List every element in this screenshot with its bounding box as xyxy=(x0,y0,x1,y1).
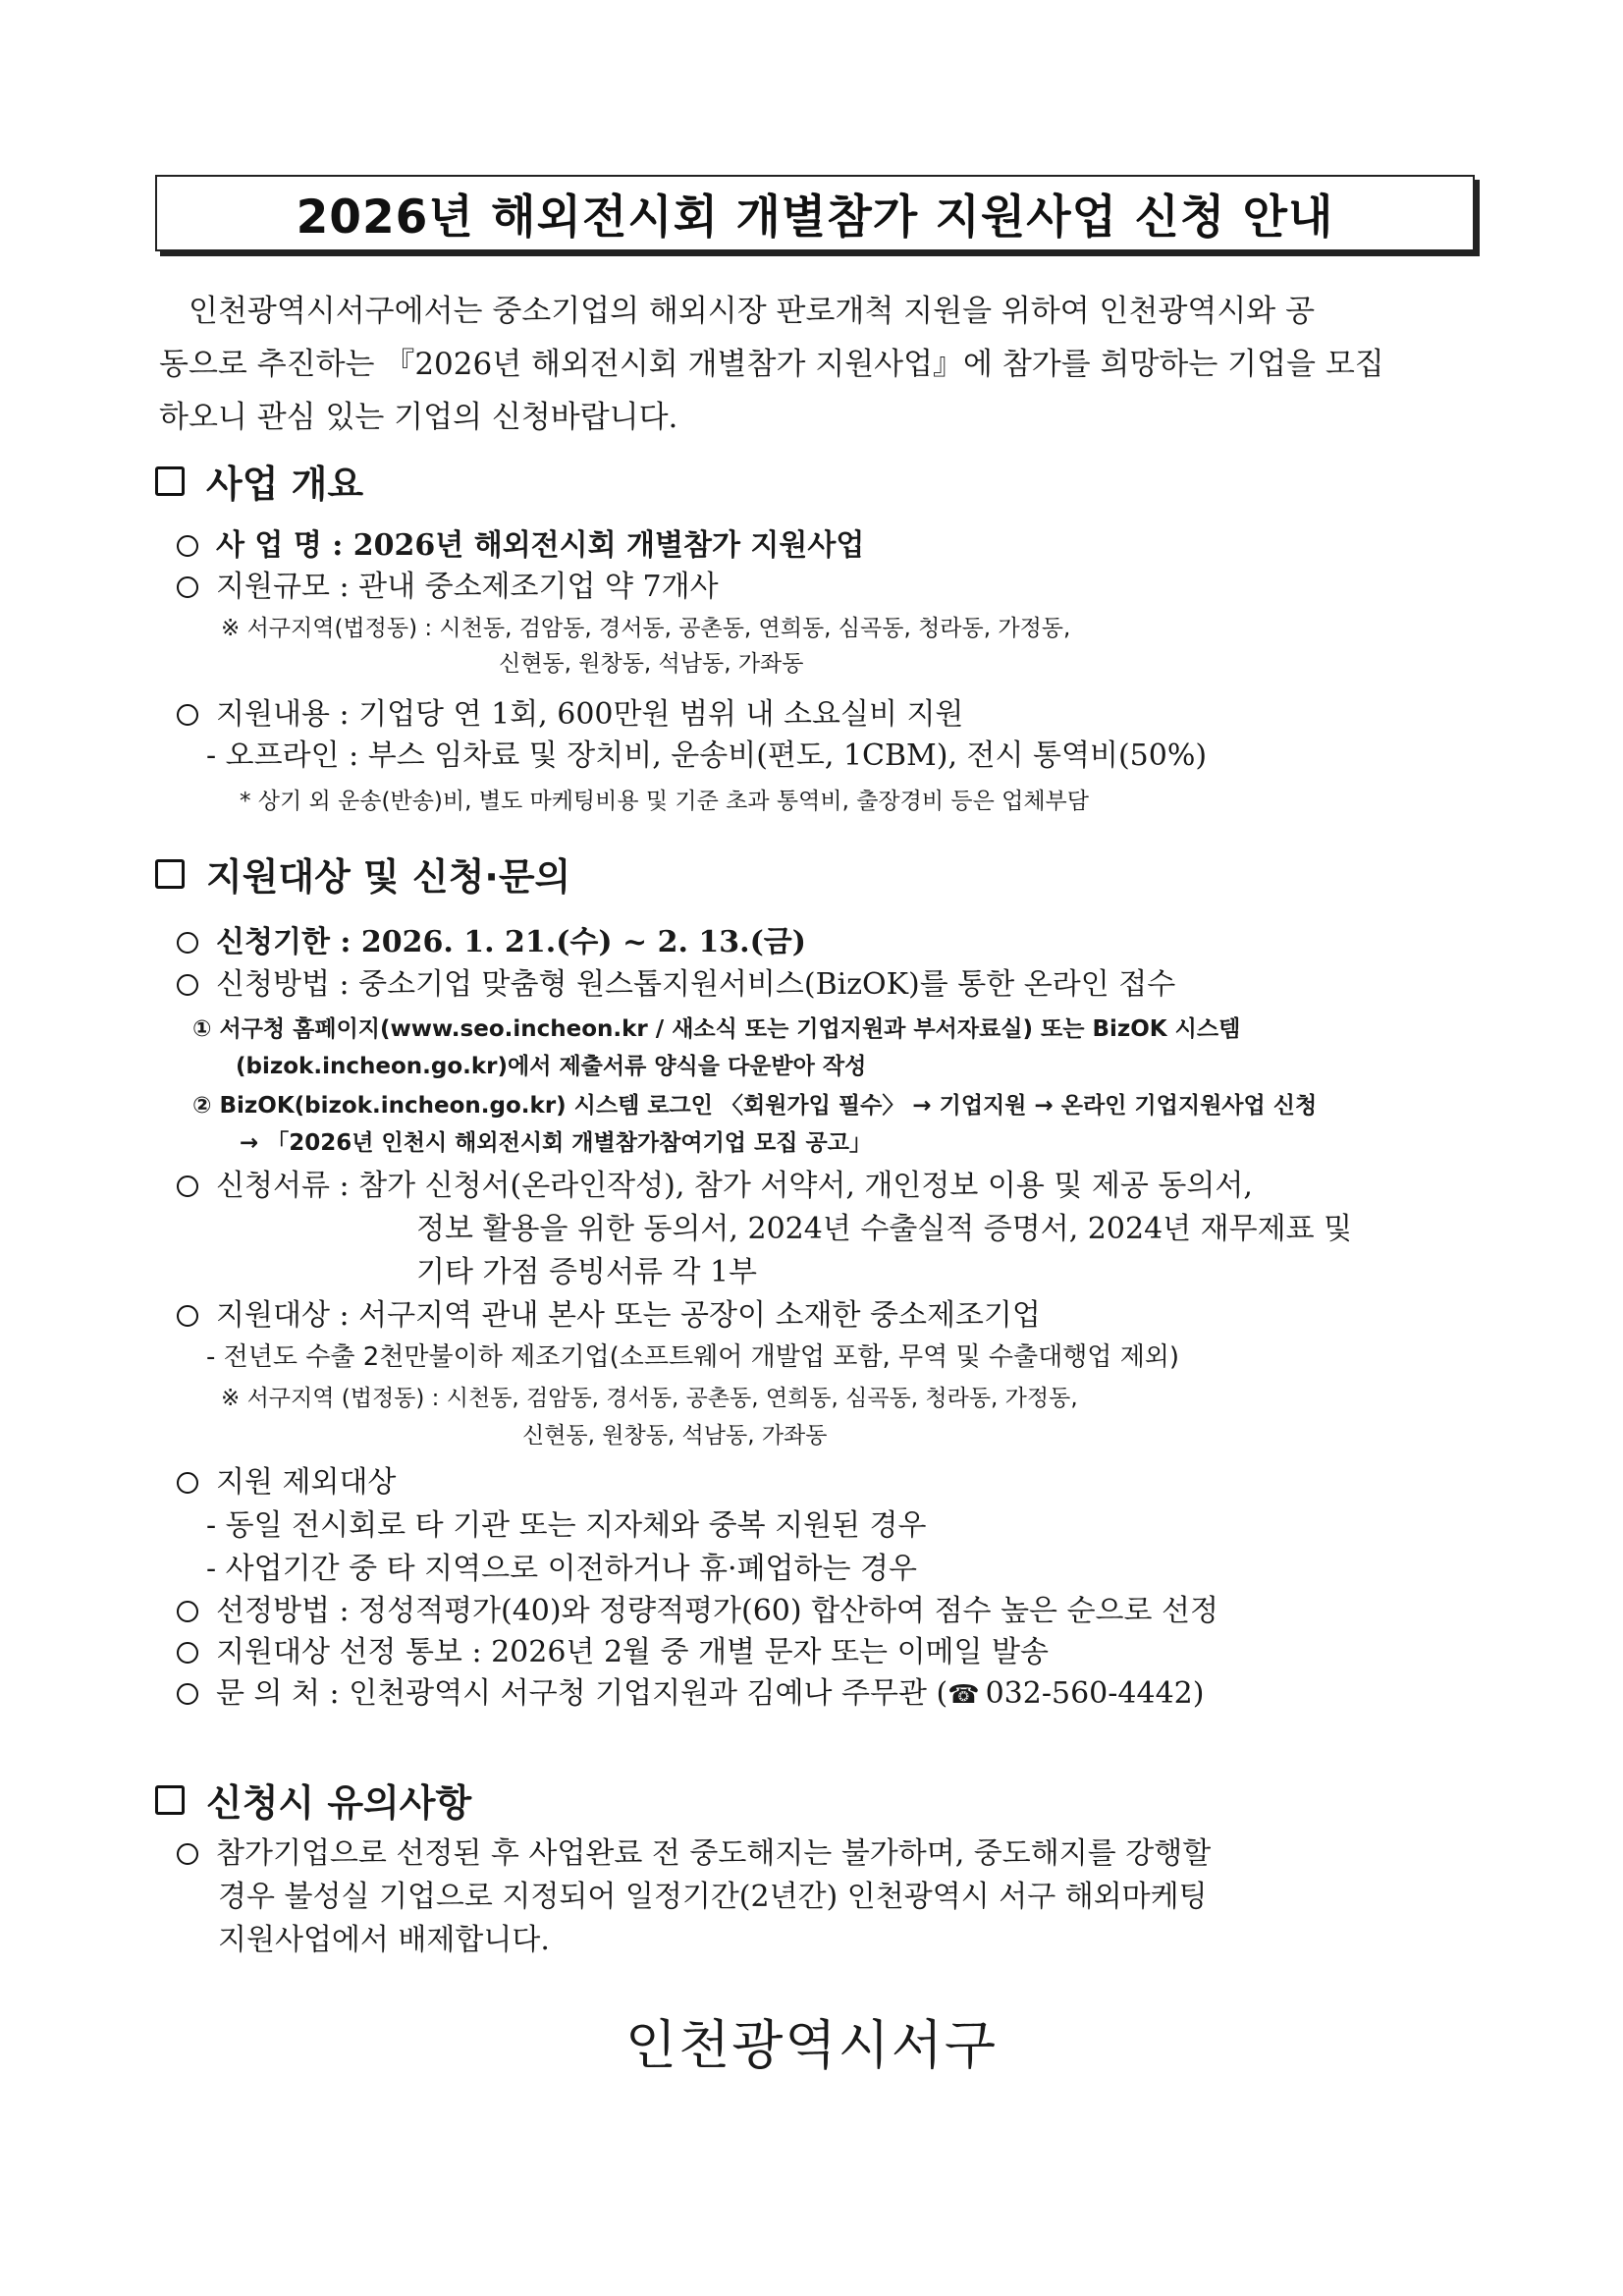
note-line: ※ 서구지역 (법정동) : 시천동, 검암동, 경서동, 공촌동, 연희동, 심곡동, 청라동, 가정동, xyxy=(221,1386,1078,1411)
step-line: → 「2026년 인천시 해외전시회 개별참가참여기업 모집 공고」 xyxy=(240,1130,872,1156)
sub-item: - 전년도 수출 2천만불이하 제조기업(소프트웨어 개발업 포함, 무역 및 수출대행업 제외) xyxy=(206,1342,1180,1372)
item-text: 지원규모 : 관내 중소제조기업 약 7개사 xyxy=(216,570,719,604)
phone-icon: ☎ xyxy=(947,1680,980,1710)
note-line: 신현동, 원창동, 석남동, 가좌동 xyxy=(522,1423,828,1449)
circle-bullet-icon xyxy=(177,704,198,726)
list-item xyxy=(177,1463,396,1503)
item-text: 신청기한 : 2026. 1. 21.(수) ~ 2. 13.(금) xyxy=(216,925,806,959)
list-item xyxy=(177,1167,1253,1206)
section-heading-application xyxy=(155,847,570,901)
checkbox-icon xyxy=(155,1785,185,1815)
list-item xyxy=(177,1834,1211,1874)
sub-item: - 사업기간 중 타 지역으로 이전하거나 휴·폐업하는 경우 xyxy=(206,1552,917,1586)
circle-bullet-icon xyxy=(177,1843,198,1865)
checkbox-icon xyxy=(155,859,185,889)
item-text: 지원내용 : 기업당 연 1회, 600만원 범위 내 소요실비 지원 xyxy=(216,697,964,732)
circle-bullet-icon xyxy=(177,1642,198,1664)
list-item xyxy=(177,965,1175,1005)
item-text: 사 업 명 : 2026년 해외전시회 개별참가 지원사업 xyxy=(216,528,865,563)
item-text: 지원대상 : 서구지역 관내 본사 또는 공장이 소재한 중소제조기업 xyxy=(216,1298,1041,1333)
intro-line: 인천광역시서구에서는 중소기업의 해외시장 판로개척 지원을 위하여 인천광역시와 공 xyxy=(189,294,1316,329)
section-title: 신청시 유의사항 xyxy=(206,1781,472,1825)
checkbox-icon xyxy=(155,466,185,496)
intro-paragraph xyxy=(159,285,1475,444)
item-text: 문 의 처 : 인천광역시 서구청 기업지원과 김예나 주무관 ( xyxy=(216,1676,948,1711)
continuation-line: 경우 불성실 기업으로 지정되어 일정기간(2년간) 인천광역시 서구 해외마케팅 xyxy=(218,1880,1208,1914)
item-text: 신청서류 : 참가 신청서(온라인작성), 참가 서약서, 개인정보 이용 및 제공 동의서, xyxy=(216,1169,1253,1203)
step-line: ② BizOK(bizok.incheon.go.kr) 시스템 로그인 〈회원가입 필수〉 → 기업지원 → 온라인 기업지원사업 신청 xyxy=(192,1093,1318,1119)
continuation-line: 정보 활용을 위한 동의서, 2024년 수출실적 증명서, 2024년 재무제표 및 xyxy=(416,1212,1353,1246)
sub-item: - 동일 전시회로 타 기관 또는 지자체와 중복 지원된 경우 xyxy=(206,1508,927,1543)
list-item xyxy=(177,568,719,607)
circle-bullet-icon xyxy=(177,535,198,557)
note-line: 신현동, 원창동, 석남동, 가좌동 xyxy=(499,651,804,677)
section-heading-overview xyxy=(155,454,363,508)
continuation-line: 기타 가점 증빙서류 각 1부 xyxy=(416,1255,758,1289)
item-text: 지원 제외대상 xyxy=(216,1465,397,1500)
list-item xyxy=(177,1296,1041,1336)
note-line: ※ 서구지역(법정동) : 시천동, 검암동, 경서동, 공촌동, 연희동, 심곡동, 청라동, 가정동, xyxy=(221,616,1071,641)
contact-number: 032-560-4442) xyxy=(985,1676,1205,1711)
section-heading-cautions xyxy=(155,1773,471,1827)
sub-item: - 오프라인 : 부스 임차료 및 장치비, 운송비(편도, 1CBM), 전시 통역비(50%) xyxy=(206,738,1208,773)
list-item xyxy=(177,1633,1049,1672)
circle-bullet-icon xyxy=(177,932,198,954)
item-text: 참가기업으로 선정된 후 사업완료 전 중도해지는 불가하며, 중도해지를 강행할 xyxy=(216,1836,1212,1871)
issuer-name: 인천광역시서구 xyxy=(624,2014,999,2076)
circle-bullet-icon xyxy=(177,576,198,598)
item-text: 신청방법 : 중소기업 맞춤형 원스톱지원서비스(BizOK)를 통한 온라인 접수 xyxy=(216,967,1176,1002)
circle-bullet-icon xyxy=(177,974,198,996)
list-item xyxy=(177,526,864,566)
list-item xyxy=(177,923,806,962)
page-title: 2026년 해외전시회 개별참가 지원사업 신청 안내 xyxy=(296,190,1334,245)
note-line: * 상기 외 운송(반송)비, 별도 마케팅비용 및 기준 초과 통역비, 출장경비 등은 업체부담 xyxy=(240,789,1089,814)
list-item xyxy=(177,1592,1218,1631)
circle-bullet-icon xyxy=(177,1601,198,1622)
item-text: 선정방법 : 정성적평가(40)와 정량적평가(60) 합산하여 점수 높은 순으로 선정 xyxy=(216,1594,1218,1628)
circle-bullet-icon xyxy=(177,1472,198,1494)
circle-bullet-icon xyxy=(177,1305,198,1327)
intro-line: 동으로 추진하는 『2026년 해외전시회 개별참가 지원사업』에 참가를 희망하는 기업을 모집 xyxy=(159,347,1384,382)
step-line: (bizok.incheon.go.kr)에서 제출서류 양식을 다운받아 작성 xyxy=(236,1054,867,1079)
step-line: ① 서구청 홈페이지(www.seo.incheon.kr / 새소식 또는 기업지원과 부서자료실) 또는 BizOK 시스템 xyxy=(192,1016,1241,1042)
item-text: 지원대상 선정 통보 : 2026년 2월 중 개별 문자 또는 이메일 발송 xyxy=(216,1635,1049,1669)
continuation-line: 지원사업에서 배제합니다. xyxy=(218,1923,550,1957)
section-title: 사업 개요 xyxy=(206,463,364,506)
list-item xyxy=(177,695,963,735)
title-box xyxy=(155,175,1475,251)
intro-line: 하오니 관심 있는 기업의 신청바랍니다. xyxy=(159,400,678,435)
circle-bullet-icon xyxy=(177,1683,198,1705)
circle-bullet-icon xyxy=(177,1175,198,1197)
section-title: 지원대상 및 신청·문의 xyxy=(206,855,571,899)
list-item xyxy=(177,1674,1204,1715)
